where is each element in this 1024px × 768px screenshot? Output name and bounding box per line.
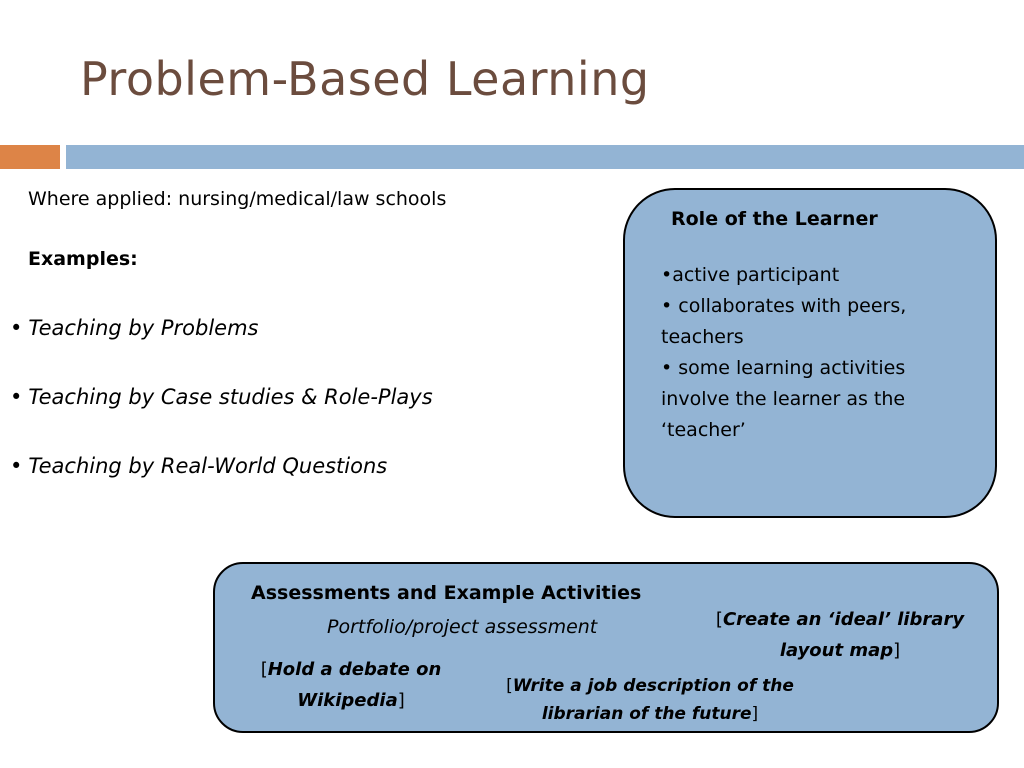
example-text: Teaching by Real-World Questions bbox=[28, 454, 388, 478]
example-text: Teaching by Case studies & Role-Plays bbox=[28, 385, 433, 409]
assessments-box bbox=[213, 562, 999, 733]
role-of-learner-box bbox=[623, 188, 997, 518]
list-item: • collaborates with peers, teachers bbox=[661, 295, 907, 348]
activity-library-map: [Create an ‘ideal’ library layout map] bbox=[715, 609, 965, 661]
examples-label: Examples: bbox=[28, 248, 138, 270]
activity-debate: [Hold a debate on Wikipedia] bbox=[260, 659, 442, 711]
example-text: Teaching by Problems bbox=[28, 316, 259, 340]
bullet-icon: • bbox=[10, 316, 23, 340]
bullet-icon: • bbox=[10, 385, 23, 409]
activity-librarian: [Write a job description of the librarian of the future] bbox=[506, 676, 794, 724]
list-item: •active participant bbox=[661, 264, 840, 286]
list-item bbox=[10, 314, 433, 342]
activity-text: Create an ‘ideal’ library layout map bbox=[722, 609, 965, 661]
assess-box-subtitle: Portfolio/project assessment bbox=[327, 616, 598, 638]
list-item: • some learning activities involve the learner as the ‘teacher’ bbox=[661, 357, 906, 441]
bullet-icon: • bbox=[10, 454, 23, 478]
activity-text: Write a job description of the librarian of the future bbox=[512, 676, 794, 724]
slide-title: Problem-Based Learning bbox=[80, 52, 650, 106]
accent-bar-blue bbox=[66, 145, 1024, 169]
role-box-title: Role of the Learner bbox=[671, 208, 878, 230]
list-item bbox=[10, 383, 433, 411]
where-applied-text: Where applied: nursing/medical/law schools bbox=[28, 188, 447, 210]
list-item bbox=[10, 452, 433, 480]
role-items-list bbox=[661, 260, 961, 446]
activity-text: Hold a debate on Wikipedia bbox=[267, 659, 442, 711]
examples-list bbox=[10, 314, 433, 521]
assess-box-title: Assessments and Example Activities bbox=[251, 582, 642, 604]
accent-bar-orange bbox=[0, 145, 60, 169]
